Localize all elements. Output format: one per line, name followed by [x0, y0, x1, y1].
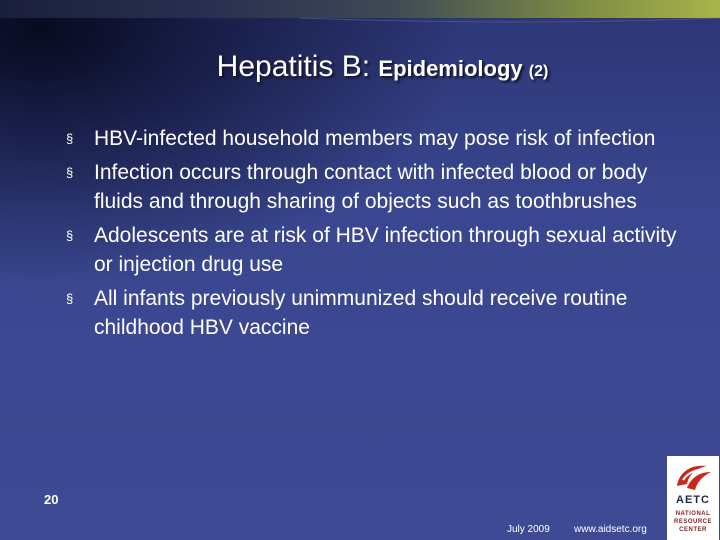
footer-date: July 2009 [507, 524, 550, 535]
page-number: 20 [44, 492, 59, 507]
aetc-swoosh-icon [673, 460, 713, 492]
title-main: Hepatitis B: [216, 50, 379, 83]
bullet-text: HBV-infected household members may pose risk of infection [94, 127, 656, 150]
bullet-item [66, 158, 696, 216]
logo-line2: RESOURCE [673, 519, 712, 525]
slide-title [0, 50, 720, 84]
bullet-marker: § [66, 228, 74, 243]
logo-line1: NATIONAL [675, 511, 711, 517]
logo-line3: CENTER [679, 527, 707, 533]
logo-name: AETC [676, 494, 710, 506]
bullet-item [66, 124, 696, 153]
bullet-text: All infants previously unimmunized should receive routine childhood HBV vaccine [94, 287, 628, 339]
bullet-list [66, 124, 696, 347]
title-sub: Epidemiology [378, 56, 529, 81]
bullet-marker: § [66, 131, 74, 146]
aetc-logo [667, 456, 719, 540]
title-number: (2) [528, 63, 549, 80]
bullet-marker: § [66, 291, 74, 306]
bullet-text: Infection occurs through contact with infected blood or body fluids and through sharing of objects such as toothbrushes [94, 161, 648, 213]
footer-url: www.aidsetc.org [574, 524, 647, 535]
bullet-item [66, 221, 696, 279]
bullet-item [66, 284, 696, 342]
bullet-marker: § [66, 165, 74, 180]
bullet-text: Adolescents are at risk of HBV infection through sexual activity or injection drug use [94, 224, 677, 276]
